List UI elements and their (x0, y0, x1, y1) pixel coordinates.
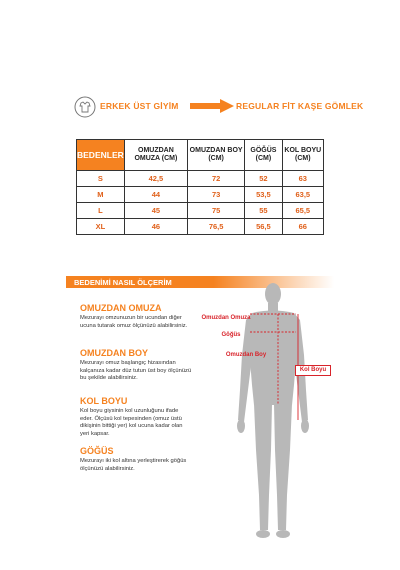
table-row (77, 219, 324, 235)
measure-title: OMUZDAN BOY (80, 348, 148, 358)
table-header-row (77, 140, 324, 171)
value-cell: 46 (124, 219, 187, 235)
column-header: KOL BOYU (CM) (282, 140, 323, 171)
size-cell: S (77, 171, 125, 187)
measure-block-sleeve (80, 396, 192, 438)
product-name: REGULAR FİT KAŞE GÖMLEK (236, 101, 364, 111)
category-label: ERKEK ÜST GİYİM (100, 101, 179, 111)
measure-block-length (80, 348, 192, 383)
value-cell: 55 (245, 203, 282, 219)
measure-title: KOL BOYU (80, 396, 128, 406)
table-row (77, 187, 324, 203)
figure-label-chest: Göğüs (221, 332, 241, 338)
value-cell: 65,5 (282, 203, 323, 219)
value-cell: 56,5 (245, 219, 282, 235)
value-cell: 42,5 (124, 171, 187, 187)
table-row (77, 171, 324, 187)
measure-text: Mezurayı omuz başlangıç hizasından kalçanıza kadar düz tutun üst boy ölçünüzü bu şekilde alabilirsiniz. (80, 360, 192, 381)
value-cell: 44 (124, 187, 187, 203)
figure-label-shoulder: Omuzdan Omuza (201, 315, 251, 321)
value-cell: 73 (188, 187, 245, 203)
value-cell: 75 (188, 203, 245, 219)
value-cell: 72 (188, 171, 245, 187)
value-cell: 53,5 (245, 187, 282, 203)
measure-block-chest (80, 446, 192, 473)
table-corner-cell: BEDENLER (77, 140, 125, 171)
shirt-icon (74, 96, 96, 118)
value-cell: 63 (282, 171, 323, 187)
measure-text: Mezurayı omzunuzun bir ucundan diğer ucuna tutarak omuz ölçünüzü alabilirsiniz. (80, 315, 188, 329)
column-header: GÖĞÜS (CM) (245, 140, 282, 171)
size-cell: M (77, 187, 125, 203)
size-cell: L (77, 203, 125, 219)
column-header: OMUZDAN BOY (CM) (188, 140, 245, 171)
value-cell: 52 (245, 171, 282, 187)
value-cell: 66 (282, 219, 323, 235)
measure-text: Kol boyu giysinin kol uzunluğunu ifade eder. Ölçüsü kol tepesinden (omuz üstü dikişinin bittiği yer) kol ucuna kadar olan yeri kapsar. (80, 408, 183, 437)
figure-label-length: Omuzdan Boy (225, 352, 267, 358)
value-cell: 63,5 (282, 187, 323, 203)
arrow-right-icon (190, 99, 234, 113)
measure-title: OMUZDAN OMUZA (80, 303, 162, 313)
column-header: OMUZDAN OMUZA (CM) (124, 140, 187, 171)
section-title: BEDENİMİ NASIL ÖLÇERİM (74, 278, 172, 287)
table-row (77, 203, 324, 219)
value-cell: 45 (124, 203, 187, 219)
figure-label-sleeve: Kol Boyu (295, 365, 331, 376)
value-cell: 76,5 (188, 219, 245, 235)
measure-block-shoulder (80, 303, 192, 330)
measure-text: Mezurayı iki kol altına yerleştirerek göğüs ölçünüzü alabilirsiniz. (80, 458, 187, 472)
size-table (76, 139, 324, 235)
measure-title: GÖĞÜS (80, 446, 114, 456)
size-cell: XL (77, 219, 125, 235)
